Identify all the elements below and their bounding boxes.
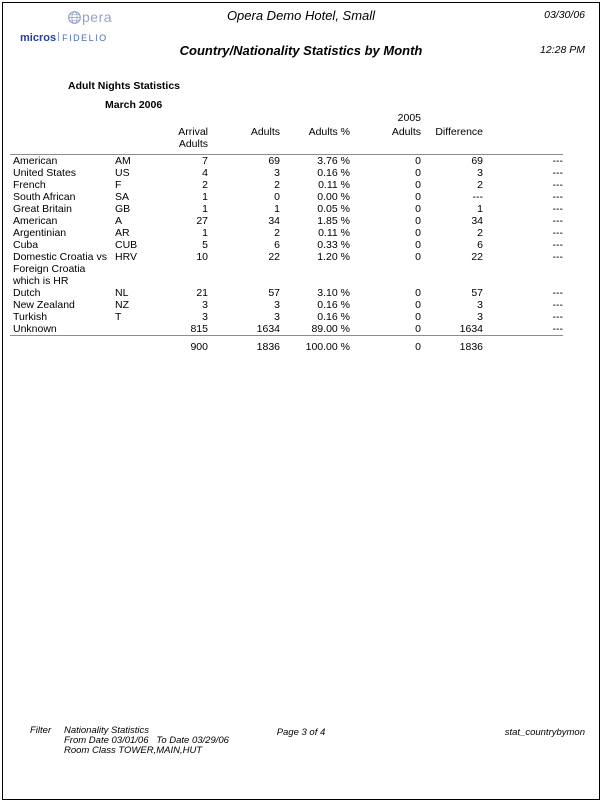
extra-value: --- xyxy=(552,239,563,251)
arrival-adults-value: 1 xyxy=(202,203,208,215)
adults-value: 22 xyxy=(268,251,280,263)
filter-report-name: Nationality Statistics xyxy=(64,725,150,736)
difference-value: 22 xyxy=(471,251,483,263)
table-row xyxy=(10,311,563,323)
adults-2005-value: 0 xyxy=(415,191,421,203)
extra-value: --- xyxy=(552,203,563,215)
extra-value: --- xyxy=(552,191,563,203)
country-code: NZ xyxy=(115,299,129,311)
total-adults: 1836 xyxy=(208,336,280,354)
country-name: New Zealand xyxy=(13,299,75,311)
country-name: Great Britain xyxy=(13,203,72,215)
arrival-adults-value: 4 xyxy=(202,167,208,179)
table-header xyxy=(10,111,563,155)
adults-2005-value: 0 xyxy=(415,179,421,191)
extra-value: --- xyxy=(552,227,563,239)
table-row xyxy=(10,179,563,191)
col-header-2005-adults: Adults xyxy=(350,125,421,155)
total-adults-2005: 0 xyxy=(350,336,421,354)
col-header-difference: Difference xyxy=(421,125,483,155)
adults-2005-value: 0 xyxy=(415,203,421,215)
table-row xyxy=(10,215,563,227)
table-row xyxy=(10,191,563,203)
adults-pct-value: 0.05 % xyxy=(317,203,350,215)
extra-value: --- xyxy=(552,251,563,263)
country-name: United States xyxy=(13,167,77,179)
total-arrival-adults: 900 xyxy=(151,336,208,354)
page-number: Page 3 of 4 xyxy=(276,727,326,738)
adults-value: 69 xyxy=(268,155,280,167)
difference-value: 57 xyxy=(471,287,483,299)
table-row xyxy=(10,155,563,168)
extra-value: --- xyxy=(552,155,563,167)
page-title: Country/Nationality Statistics by Month xyxy=(179,43,423,58)
difference-value: 3 xyxy=(477,299,483,311)
micros-logo-text: micros xyxy=(20,32,57,44)
difference-value: --- xyxy=(472,191,483,203)
arrival-adults-value: 7 xyxy=(202,155,208,167)
country-name: Domestic Croatia vs Foreign Croatia which is HR xyxy=(13,251,107,287)
adults-pct-value: 0.16 % xyxy=(317,311,350,323)
total-adults-pct: 100.00 % xyxy=(280,336,350,354)
adults-pct-value: 3.76 % xyxy=(317,155,350,167)
total-extra xyxy=(483,336,563,354)
extra-value: --- xyxy=(552,299,563,311)
arrival-adults-value: 2 xyxy=(202,179,208,191)
adults-pct-value: 0.16 % xyxy=(317,167,350,179)
country-code: AR xyxy=(115,227,130,239)
adults-2005-value: 0 xyxy=(415,287,421,299)
hotel-name: Opera Demo Hotel, Small xyxy=(226,8,376,23)
col-header-adults: Adults xyxy=(208,125,280,155)
table-row xyxy=(10,299,563,311)
country-code: AM xyxy=(115,155,131,167)
arrival-adults-value: 815 xyxy=(190,323,208,335)
difference-value: 6 xyxy=(477,239,483,251)
table-row xyxy=(10,227,563,239)
arrival-adults-value: 3 xyxy=(202,299,208,311)
report-code: stat_countrybymon xyxy=(504,727,585,738)
fidelio-logo-text: FIDELIO xyxy=(62,33,108,43)
table-row xyxy=(10,239,563,251)
adults-2005-value: 0 xyxy=(415,167,421,179)
table-row xyxy=(10,251,563,287)
adults-value: 0 xyxy=(274,191,280,203)
adults-value: 6 xyxy=(274,239,280,251)
section-title: Adult Nights Statistics xyxy=(68,80,181,92)
table-row xyxy=(10,167,563,179)
filter-room-class: Room Class TOWER,MAIN,HUT xyxy=(64,745,203,756)
header-row-labels xyxy=(10,125,563,155)
table-row xyxy=(10,203,563,215)
adults-2005-value: 0 xyxy=(415,299,421,311)
difference-value: 69 xyxy=(471,155,483,167)
extra-value: --- xyxy=(552,311,563,323)
adults-value: 2 xyxy=(274,227,280,239)
extra-value: --- xyxy=(552,215,563,227)
adults-2005-value: 0 xyxy=(415,323,421,335)
country-name: American xyxy=(13,155,58,167)
difference-value: 2 xyxy=(477,179,483,191)
adults-pct-value: 3.10 % xyxy=(317,287,350,299)
adults-pct-value: 0.16 % xyxy=(317,299,350,311)
adults-pct-value: 1.85 % xyxy=(317,215,350,227)
header-row-year xyxy=(10,111,563,125)
adults-pct-value: 0.11 % xyxy=(318,179,350,191)
opera-logo-text: pera xyxy=(82,9,113,25)
country-name: Dutch xyxy=(13,287,41,299)
adults-pct-value: 1.20 % xyxy=(317,251,350,263)
report-month: March 2006 xyxy=(105,99,163,111)
extra-value: --- xyxy=(552,179,563,191)
adults-value: 1 xyxy=(274,203,280,215)
country-code: HRV xyxy=(115,251,137,263)
adults-value: 3 xyxy=(274,167,280,179)
country-name: South African xyxy=(13,191,76,203)
adults-2005-value: 0 xyxy=(415,251,421,263)
country-name: Argentinian xyxy=(13,227,67,239)
extra-value: --- xyxy=(552,323,563,335)
col-header-arrival-adults: Arrival Adults xyxy=(151,125,208,155)
country-code: GB xyxy=(115,203,131,215)
arrival-adults-value: 3 xyxy=(202,311,208,323)
country-code: A xyxy=(115,215,123,227)
adults-2005-value: 0 xyxy=(415,227,421,239)
country-code: NL xyxy=(115,287,129,299)
statistics-table xyxy=(10,111,563,353)
adults-value: 34 xyxy=(268,215,280,227)
table-row xyxy=(10,287,563,299)
adults-value: 57 xyxy=(268,287,280,299)
adults-value: 2 xyxy=(274,179,280,191)
country-code: SA xyxy=(115,191,130,203)
adults-2005-value: 0 xyxy=(415,215,421,227)
adults-value: 3 xyxy=(274,311,280,323)
table-total-row xyxy=(10,336,563,354)
arrival-adults-value: 5 xyxy=(202,239,208,251)
col-header-2005: 2005 xyxy=(397,112,421,124)
country-code: CUB xyxy=(115,239,138,251)
country-name: French xyxy=(13,179,46,191)
col-header-adults-pct: Adults % xyxy=(280,125,350,155)
extra-value: --- xyxy=(552,167,563,179)
arrival-adults-value: 1 xyxy=(202,191,208,203)
country-code xyxy=(115,323,151,336)
country-code: US xyxy=(115,167,130,179)
country-code: T xyxy=(115,311,122,323)
adults-2005-value: 0 xyxy=(415,239,421,251)
adults-2005-value: 0 xyxy=(415,311,421,323)
difference-value: 34 xyxy=(471,215,483,227)
filter-label: Filter xyxy=(30,725,52,736)
adults-value: 3 xyxy=(274,299,280,311)
arrival-adults-value: 1 xyxy=(202,227,208,239)
adults-pct-value: 0.33 % xyxy=(317,239,350,251)
country-name: Turkish xyxy=(13,311,48,323)
adults-pct-value: 0.00 % xyxy=(317,191,350,203)
report-time: 12:28 PM xyxy=(540,44,585,56)
difference-value: 1634 xyxy=(459,323,483,335)
difference-value: 2 xyxy=(477,227,483,239)
table-row xyxy=(10,323,563,336)
difference-value: 1 xyxy=(477,203,483,215)
arrival-adults-value: 21 xyxy=(196,287,208,299)
country-name: Unknown xyxy=(13,323,57,335)
extra-value: --- xyxy=(552,287,563,299)
arrival-adults-value: 27 xyxy=(196,215,208,227)
adults-2005-value: 0 xyxy=(415,155,421,167)
country-name: Cuba xyxy=(13,239,39,251)
difference-value: 3 xyxy=(477,167,483,179)
report-date: 03/30/06 xyxy=(544,9,585,21)
filter-date-range: From Date 03/01/06 To Date 03/29/06 xyxy=(64,735,229,746)
adults-pct-value: 89.00 % xyxy=(311,323,350,335)
country-name: American xyxy=(13,215,58,227)
total-difference: 1836 xyxy=(421,336,483,354)
arrival-adults-value: 10 xyxy=(196,251,208,263)
adults-value: 1634 xyxy=(256,323,280,335)
adults-pct-value: 0.11 % xyxy=(318,227,350,239)
logo-separator xyxy=(58,32,59,41)
difference-value: 3 xyxy=(477,311,483,323)
country-code: F xyxy=(115,179,122,191)
